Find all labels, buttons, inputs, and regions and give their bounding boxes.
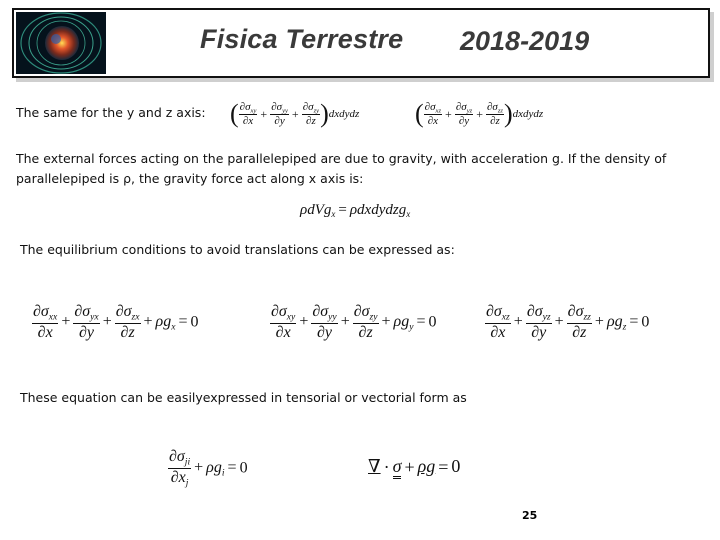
- course-title: Fisica Terrestre: [200, 24, 404, 54]
- y-axis-force-formula: ( $\frac{\partial\sigma_{xy}}{\partial x}$ + $\frac{\partial\sigma_{yy}}{\partial y}$ + $\frac{\partial\sigma_{zy}}{\partial z}$ )dxdydz: [230, 99, 360, 128]
- tensorial-form-text: These equation can be easilyexpressed in tensorial or vectorial form as: [20, 390, 467, 405]
- tensorial-equation: $\frac{\partial\sigma_{ji}}{\partial x_j}$ + $\rho g_i = 0$: [169, 448, 248, 489]
- gravity-force-formula: ρdVg$_x$ = ρdxdydzg$_x$: [300, 202, 411, 220]
- equilibrium-text: The equilibrium conditions to avoid translations can be expressed as:: [20, 242, 455, 257]
- earth-globe-logo: [16, 12, 106, 74]
- page-number: 25: [522, 509, 538, 522]
- slide-header: [12, 8, 710, 78]
- equilibrium-x-equation: $\frac{\partial\sigma_{xx}}{\partial x}$ + $\frac{\partial\sigma_{yx}}{\partial y}$ + $\frac{\partial\sigma_{zx}}{\partial z}$ + $\rho g_x = 0$: [33, 303, 199, 341]
- z-axis-force-formula: ( $\frac{\partial\sigma_{xz}}{\partial x}$ + $\frac{\partial\sigma_{yz}}{\partial y}$ + $\frac{\partial\sigma_{zz}}{\partial z}$ )dxdydz: [415, 99, 544, 128]
- vectorial-equation: ∇ · σ + ρg = 0: [368, 456, 461, 478]
- external-forces-line-2: parallelepiped is ρ, the gravity force act along x axis is:: [16, 171, 364, 186]
- equilibrium-y-equation: $\frac{\partial\sigma_{xy}}{\partial x}$ + $\frac{\partial\sigma_{yy}}{\partial y}$ + $\frac{\partial\sigma_{zy}}{\partial z}$ + $\rho g_y = 0$: [271, 303, 437, 341]
- external-forces-line-1: The external forces acting on the parallelepiped are due to gravity, with acceleration g. If the density of: [16, 151, 667, 166]
- academic-year: 2018-2019: [460, 26, 590, 56]
- equilibrium-z-equation: $\frac{\partial\sigma_{xz}}{\partial x}$ + $\frac{\partial\sigma_{yz}}{\partial y}$ + $\frac{\partial\sigma_{zz}}{\partial z}$ + $\rho g_z = 0$: [486, 303, 650, 341]
- same-for-axes-text: The same for the y and z axis:: [16, 105, 206, 120]
